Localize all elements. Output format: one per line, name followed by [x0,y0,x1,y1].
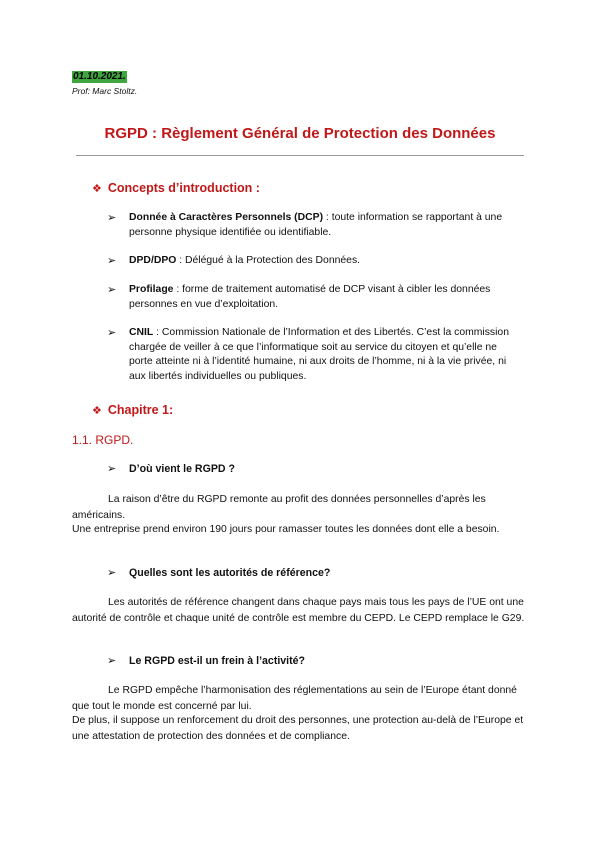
answer-origin-paragraph-1: La raison d’être du RGPD remonte au profit des données personnelles d’après les américains. [72,494,486,521]
arrow-bullet-icon: ➢ [107,255,117,267]
chapitre-heading-text: Chapitre 1: [107,403,174,417]
intro-item-dpo [107,254,523,269]
section-heading-chapitre [92,402,173,419]
term-label: Donnée à Caractères Personnels (DCP) [129,212,324,223]
document-date: 01.10.2021. [73,71,126,82]
answer-brake-paragraph-2: De plus, il suppose un renforcement du droit des personnes, une protection au-delà de l’Europe et une attestation de protection des données et de compliance. [72,715,524,742]
intro-item-profilage [107,283,523,312]
question-text: Quelles sont les autorités de référence? [129,567,331,579]
document-title: RGPD : Règlement Général de Protection des Données [104,125,496,142]
term-label: DPD/DPO [129,255,177,266]
question-authorities [107,566,523,580]
diamond-bullet-icon: ❖ [92,183,102,195]
section-heading-intro [92,180,260,197]
arrow-bullet-icon: ➢ [107,327,117,339]
title-divider [76,155,524,156]
intro-item-cnil [107,326,523,384]
arrow-bullet-icon: ➢ [107,655,117,667]
intro-heading-text: Concepts d’introduction : [107,181,260,195]
professor-name: Prof: Marc Stoltz. [72,86,138,96]
answer-origin-paragraph-2: Une entreprise prend environ 190 jours pour ramasser toutes les données dont elle a besoin. [72,524,500,535]
intro-item-dcp [107,211,523,240]
diamond-bullet-icon: ❖ [92,405,102,417]
term-label: Profilage [129,284,174,295]
question-origin [107,462,523,476]
arrow-bullet-icon: ➢ [107,463,117,475]
arrow-bullet-icon: ➢ [107,284,117,296]
term-definition: : forme de traitement automatisé de DCP visant à cibler les données personnes en vue d’exploitation. [129,284,491,310]
term-label: CNIL [129,327,154,338]
term-definition: : Délégué à la Protection des Données. [176,255,361,266]
arrow-bullet-icon: ➢ [107,567,117,579]
subsection-heading-rgpd: 1.1. RGPD. [72,433,134,447]
question-brake [107,654,523,668]
question-text: Le RGPD est-il un frein à l’activité? [129,655,306,667]
term-definition: : Commission Nationale de l’Information et des Libertés. C’est la commission chargée de veiller à ce que l’informatique soit au service du citoyen et qu’elle ne porte atteinte ni à l’identité humaine, ni aux droits de l’homme, ni à la vie privée, ni aux libertés individuelles ou publiques. [129,327,509,382]
arrow-bullet-icon: ➢ [107,212,117,224]
term-definition: : toute information se rapportant à une personne physique identifiée ou identifiable. [129,212,503,238]
answer-brake-paragraph-1: Le RGPD empêche l’harmonisation des réglementations au sein de l’Europe étant donné que tout le monde est concerné par lui. [72,685,517,712]
answer-authorities-paragraph-1: Les autorités de référence changent dans chaque pays mais tous les pays de l’UE ont une autorité de contrôle et chaque unité de contrôle est membre du CEPD. Le CEPD remplace le G29. [72,597,525,624]
question-text: D’où vient le RGPD ? [129,463,235,475]
